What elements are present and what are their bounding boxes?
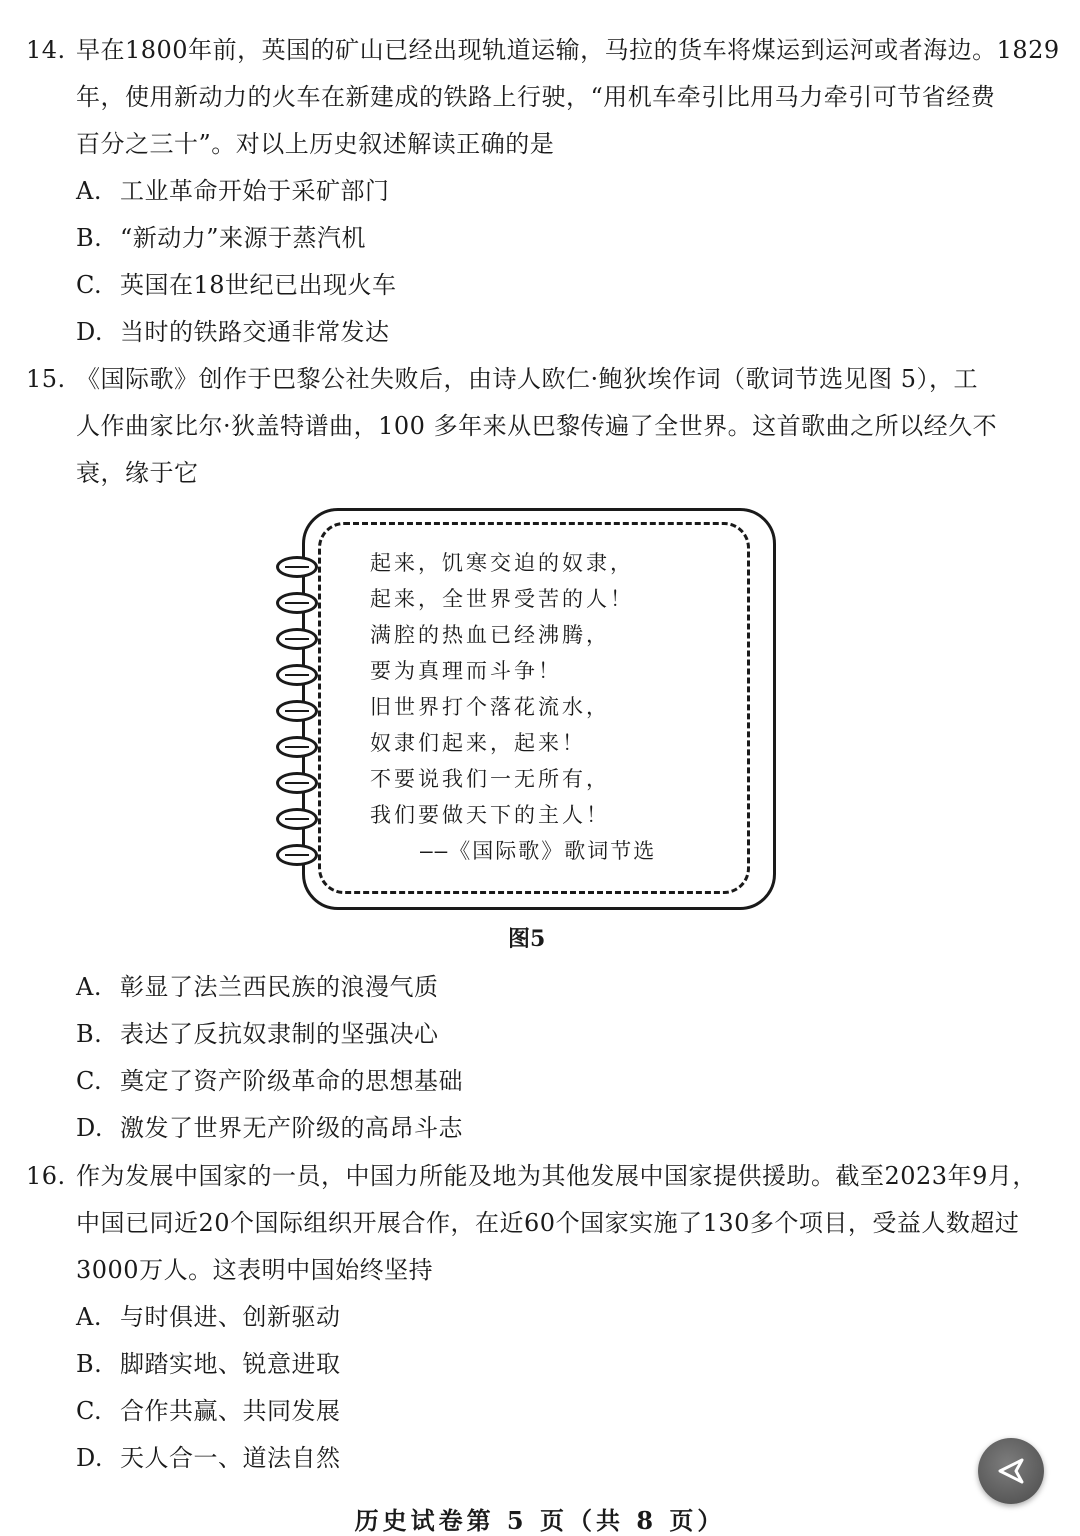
lyric-line: 旧世界打个落花流水， [370, 695, 610, 719]
lyric-line: 起来，全世界受苦的人！ [370, 587, 634, 611]
notebook-ring-icon [276, 808, 318, 830]
page-footer: 历史试卷第 5 页（共 8 页） [354, 1506, 726, 1535]
q16-number: 16. [26, 1162, 66, 1190]
share-icon [994, 1454, 1028, 1488]
q15-number: 15. [26, 365, 66, 393]
q15-line-1: 15. 《国际歌》创作于巴黎公社失败后，由诗人欧仁·鲍狄埃作词（歌词节选见图 5），工 [26, 365, 979, 393]
q16-option-d: D. 天人合一、道法自然 [76, 1444, 341, 1472]
q14-number: 14. [26, 36, 66, 64]
q15-option-c: C. 奠定了资产阶级革命的思想基础 [76, 1067, 463, 1095]
notebook-ring-icon [276, 556, 318, 578]
q15-option-b: B. 表达了反抗奴隶制的坚强决心 [76, 1020, 439, 1048]
figure-caption: 图5 [508, 926, 546, 952]
q14-line-3: 百分之三十”。对以上历史叙述解读正确的是 [76, 130, 555, 158]
q16-option-c: C. 合作共赢、共同发展 [76, 1397, 341, 1425]
notebook-ring-icon [276, 844, 318, 866]
q14-option-a: A. 工业革命开始于采矿部门 [76, 177, 390, 205]
q15-option-d: D. 激发了世界无产阶级的高昂斗志 [76, 1114, 463, 1142]
notebook-ring-icon [276, 664, 318, 686]
notebook-ring-icon [276, 628, 318, 650]
q14-line-1: 14. 早在1800年前，英国的矿山已经出现轨道运输，马拉的货车将煤运到运河或者海边。1829 [26, 36, 1060, 64]
lyric-source: ——《国际歌》歌词节选 [420, 839, 657, 863]
q15-line-3: 衰，缘于它 [76, 459, 199, 487]
q16-line-2: 中国已同近20个国际组织开展合作，在近60个国家实施了130多个项目，受益人数超过 [76, 1209, 1020, 1237]
q16-option-b: B. 脚踏实地、锐意进取 [76, 1350, 341, 1378]
q15-line-2: 人作曲家比尔·狄盖特谱曲，100 多年来从巴黎传遍了全世界。这首歌曲之所以经久不 [76, 412, 998, 440]
q15-option-a: A. 彰显了法兰西民族的浪漫气质 [76, 973, 439, 1001]
lyric-line: 奴隶们起来，起来！ [370, 731, 586, 755]
share-button[interactable] [978, 1438, 1044, 1504]
lyric-line: 我们要做天下的主人！ [370, 803, 610, 827]
q16-line-1: 16. 作为发展中国家的一员，中国力所能及地为其他发展中国家提供援助。截至2023年9月， [26, 1162, 1037, 1190]
notebook-ring-icon [276, 700, 318, 722]
q14-option-c: C. 英国在18世纪已出现火车 [76, 271, 397, 299]
q16-line-3: 3000万人。这表明中国始终坚持 [76, 1256, 434, 1284]
lyric-line: 满腔的热血已经沸腾， [370, 623, 610, 647]
lyric-line: 起来，饥寒交迫的奴隶， [370, 551, 634, 575]
notebook-ring-icon [276, 772, 318, 794]
q14-option-b: B. “新动力”来源于蒸汽机 [76, 224, 367, 252]
q16-option-a: A. 与时俱进、创新驱动 [76, 1303, 341, 1331]
notebook-ring-icon [276, 592, 318, 614]
q14-line-2: 年，使用新动力的火车在新建成的铁路上行驶，“用机车牵引比用马力牵引可节省经费 [76, 83, 996, 111]
q14-option-d: D. 当时的铁路交通非常发达 [76, 318, 390, 346]
lyric-line: 不要说我们一无所有， [370, 767, 610, 791]
notebook-ring-icon [276, 736, 318, 758]
lyric-line: 要为真理而斗争！ [370, 659, 562, 683]
